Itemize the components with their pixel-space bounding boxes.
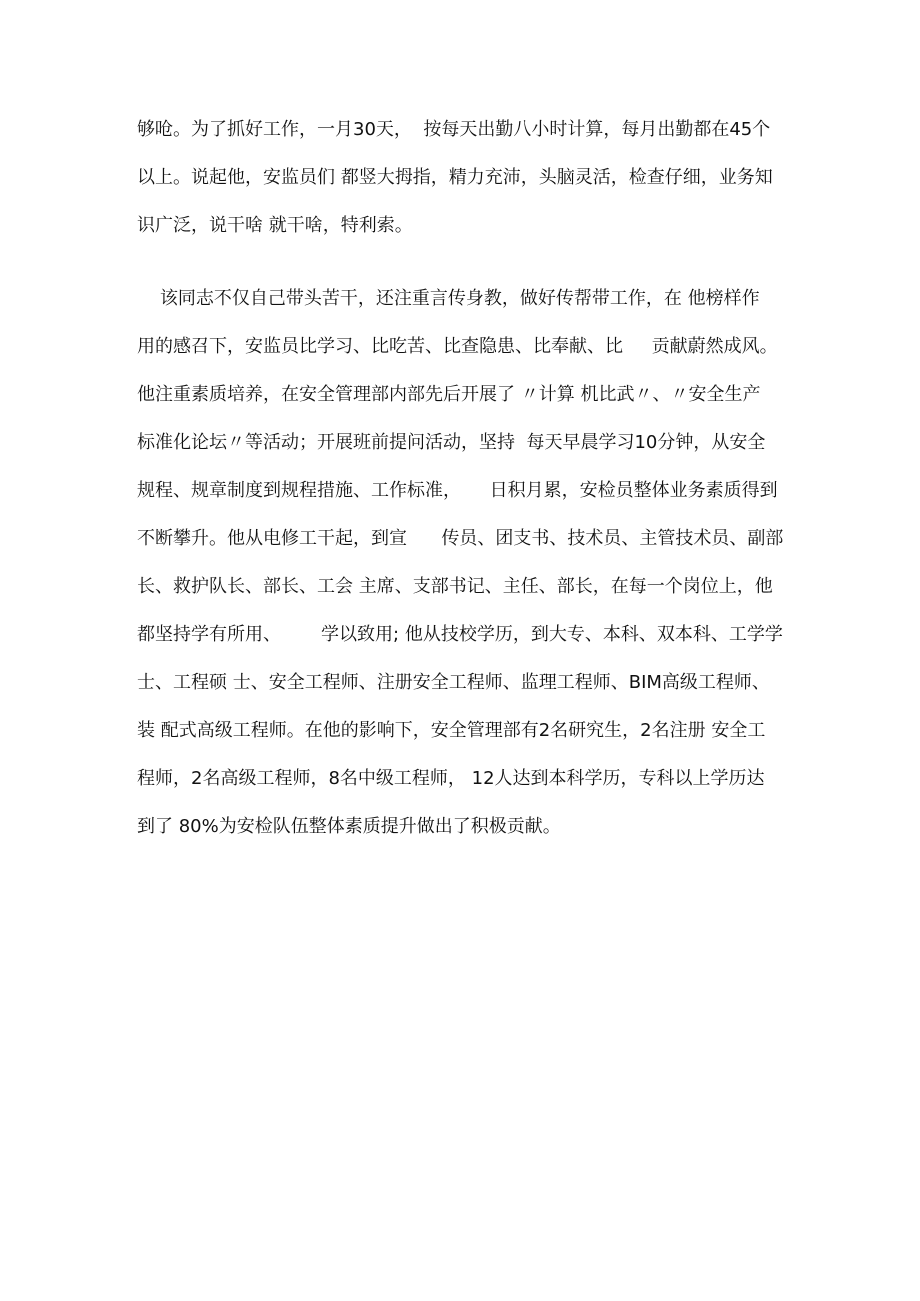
paragraph-2-line-7: 长、救护队长、部长、工会 主席、支部书记、主任、部长，在每一个岗位上，他	[137, 576, 773, 597]
paragraph-1-line-1: 够呛。为了抓好工作，一月30天， 按每天出勤八小时计算，每月出勤都在45个	[137, 119, 771, 140]
paragraph-2-line-2: 用的感召下，安监员比学习、比吃苦、比查隐患、比奉献、比 贡献蔚然成风。	[137, 336, 778, 357]
paragraph-1-line-3: 识广泛，说干啥 就干啥，特利索。	[137, 215, 413, 236]
paragraph-2-line-6: 不断攀升。他从电修工干起，到宣 传员、团支书、技术员、主管技术员、副部	[137, 528, 784, 549]
paragraph-2-line-5: 规程、规章制度到规程措施、工作标准， 日积月累，安检员整体业务素质得到	[137, 480, 778, 501]
paragraph-2-line-4: 标准化论坛〃等活动；开展班前提问活动，坚持 每天早晨学习10分钟，从安全	[137, 432, 766, 453]
paragraph-1-line-2: 以上。说起他，安监员们 都竖大拇指，精力充沛，头脑灵活，检查仔细，业务知	[137, 167, 773, 188]
paragraph-2-line-9: 士、工程硕 士、安全工程师、注册安全工程师、监理工程师、BIM高级工程师、	[137, 672, 770, 693]
paragraph-2-line-10: 装 配式高级工程师。在他的影响下，安全管理部有2名研究生，2名注册 安全工	[137, 720, 766, 741]
paragraph-2-line-8: 都坚持学有所用、 学以致用; 他从技校学历，到大专、本科、双本科、工学学	[137, 624, 783, 645]
paragraph-2-line-12: 到了 80%为安检队伍整体素质提升做出了积极贡献。	[137, 816, 561, 837]
paragraph-2-line-3: 他注重素质培养，在安全管理部内部先后开展了 〃计算 机比武〃、〃安全生产	[137, 384, 761, 405]
paragraph-2-line-11: 程师，2名高级工程师，8名中级工程师， 12人达到本科学历，专科以上学历达	[137, 768, 765, 789]
paragraph-2-line-1: 该同志不仅自己带头苦干，还注重言传身教，做好传帮带工作，在 他榜样作	[137, 288, 760, 309]
